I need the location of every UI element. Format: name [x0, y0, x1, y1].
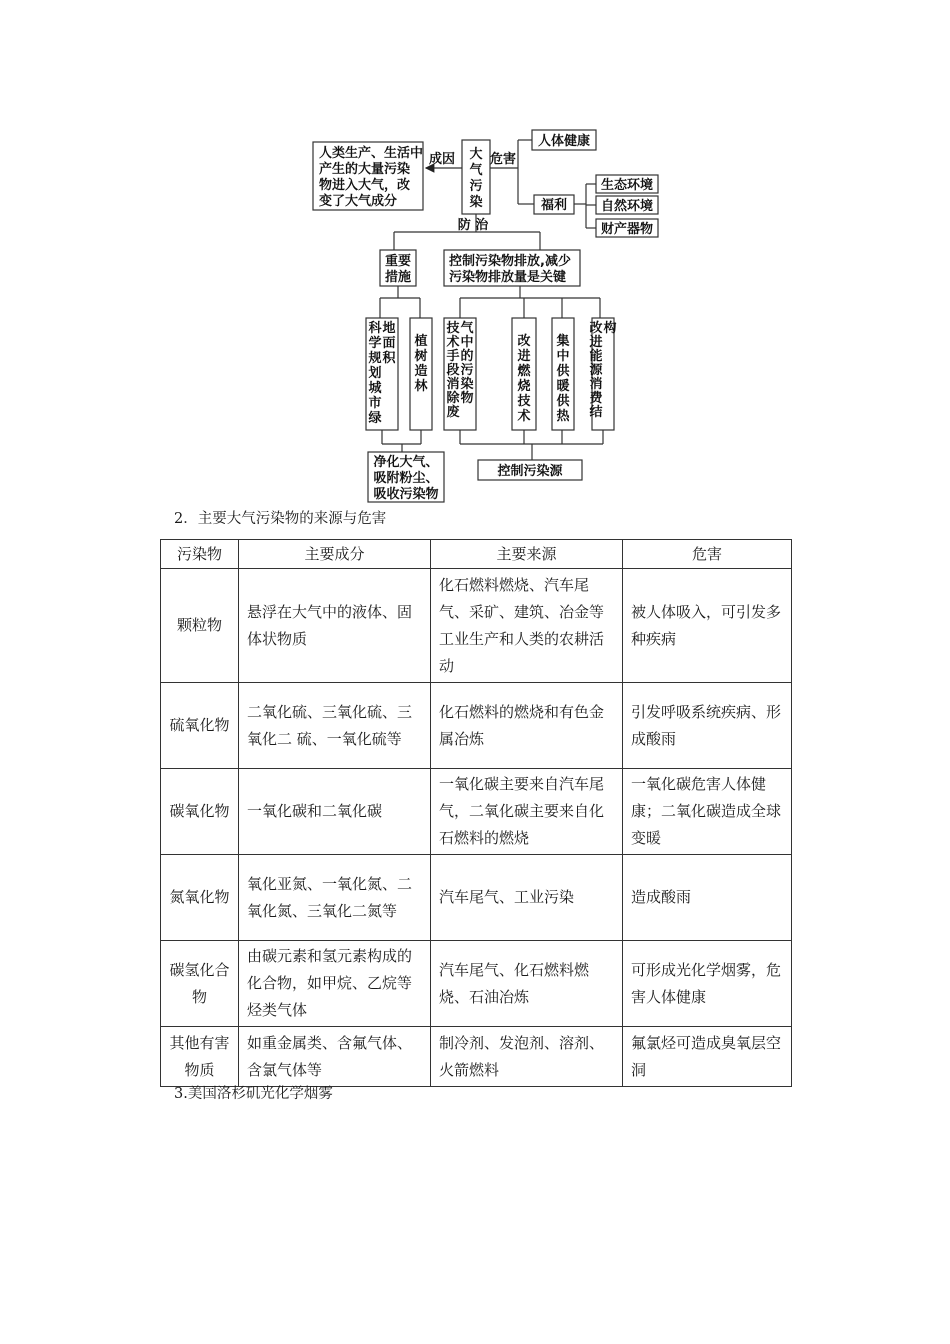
table-row: [161, 855, 792, 941]
center-label: 染: [469, 195, 483, 210]
table-row: [161, 769, 792, 855]
method-tech-means: 消: [446, 377, 460, 392]
table-row: [161, 569, 792, 683]
center-label: 大: [469, 147, 483, 162]
method-tech-means: 中: [460, 335, 474, 350]
measure-green-space: 科: [368, 321, 382, 336]
key-point-label: 污染物排放量是关键: [449, 270, 567, 285]
pollutant-harm: 可形成光化学烟雾，危害人体健康: [623, 941, 792, 1027]
green-result-label: 吸附粉尘、: [373, 471, 439, 486]
pollutant-sources: 化石燃料的燃烧和有色金属冶炼: [431, 683, 623, 769]
pollutant-harm: 造成酸雨: [623, 855, 792, 941]
method-energy-structure: 能: [589, 349, 603, 364]
green-result-label: 吸收污染物: [373, 487, 439, 502]
pollutant-harm: 被人体吸入，可引发多种疾病: [623, 569, 792, 683]
measure-green-space: 划: [368, 366, 382, 381]
cause-text: 人类生产、生活中: [319, 146, 424, 161]
key-point-label: 控制污染物排放,减少: [449, 254, 571, 269]
pollutant-sources: 制冷剂、发泡剂、溶剂、火箭燃料: [431, 1027, 623, 1087]
method-combustion: 进: [517, 349, 531, 364]
method-tech-means: 物: [460, 391, 474, 406]
measure-tree-planting: 植: [414, 334, 428, 349]
method-tech-means: 除: [446, 391, 460, 406]
method-central-heating: 中: [556, 349, 570, 364]
method-tech-means: 气: [460, 321, 474, 336]
pollutant-name: 颗粒物: [161, 569, 239, 683]
method-tech-means: 染: [460, 377, 474, 392]
green-result-label: 净化大气、: [373, 455, 439, 470]
control-source-label: 控制污染源: [497, 464, 563, 479]
pollutant-components: 氧化亚氮、一氧化氮、二氧化氮、三氧化二氮等: [239, 855, 431, 941]
pollutant-components: 二氧化硫、三氧化硫、三氧化二 硫、一氧化硫等: [239, 683, 431, 769]
welfare-item-label: 财产器物: [600, 222, 654, 237]
key-measures-label: 重要: [384, 254, 412, 269]
method-tech-means: 污: [460, 363, 474, 378]
cause-text: 产生的大量污染: [319, 162, 411, 177]
method-combustion: 燃: [517, 364, 531, 379]
header-components: 主要成分: [239, 540, 431, 569]
pollutant-sources: 汽车尾气、工业污染: [431, 855, 623, 941]
pollutant-name: 硫氧化物: [161, 683, 239, 769]
method-energy-structure: 进: [589, 335, 603, 350]
method-central-heating: 集: [556, 334, 570, 349]
method-energy-structure: 费: [589, 391, 603, 406]
method-energy-structure: 构: [603, 321, 617, 336]
measure-tree-planting: 造: [414, 364, 428, 379]
measure-green-space: 绿: [368, 411, 382, 426]
method-tech-means: 段: [446, 363, 460, 378]
method-combustion: 技: [517, 394, 531, 409]
harm-welfare-label: 福利: [540, 198, 568, 213]
header-sources: 主要来源: [431, 540, 623, 569]
pollutant-name: 氮氧化物: [161, 855, 239, 941]
method-combustion: 改: [517, 334, 531, 349]
cause-text: 变了大气成分: [319, 194, 398, 209]
method-central-heating: 供: [556, 364, 570, 379]
table-row: [161, 1027, 792, 1087]
pollutant-sources: 化石燃料燃烧、汽车尾气、采矿、建筑、冶金等工业生产和人类的农耕活动: [431, 569, 623, 683]
welfare-item-label: 自然环境: [600, 199, 654, 214]
pollutant-name: 碳氧化物: [161, 769, 239, 855]
method-tech-means: 手: [446, 349, 460, 364]
pollutant-name: 碳氢化合物: [161, 941, 239, 1027]
method-combustion: 烧: [517, 379, 531, 394]
prevention-label: 防 治: [457, 218, 489, 233]
measure-green-space: 规: [368, 351, 382, 366]
harm-arrow-label: 危害: [489, 152, 517, 167]
measure-green-space: 积: [382, 351, 396, 366]
table-row: [161, 683, 792, 769]
header-pollutant: 污染物: [161, 540, 239, 569]
center-label: 污: [469, 179, 483, 194]
pollutant-components: 悬浮在大气中的液体、固体状物质: [239, 569, 431, 683]
pollutant-sources: 一氧化碳主要来自汽车尾气，二氧化碳主要来自化石燃料的燃烧: [431, 769, 623, 855]
measure-green-space: 地: [382, 321, 396, 336]
section3-heading: 3.美国洛杉矶光化学烟雾: [174, 1086, 333, 1102]
welfare-item-label: 生态环境: [600, 178, 654, 193]
pollutant-harm: 氟氯烃可造成臭氧层空洞: [623, 1027, 792, 1087]
pollutant-harm: 引发呼吸系统疾病、形成酸雨: [623, 683, 792, 769]
method-energy-structure: 改: [589, 321, 603, 336]
measure-green-space: 市: [368, 396, 382, 411]
pollutant-name: 其他有害物质: [161, 1027, 239, 1087]
method-energy-structure: 消: [589, 377, 603, 392]
measure-green-space: 城: [368, 381, 382, 396]
measure-green-space: 面: [382, 336, 396, 351]
key-measures-label: 措施: [384, 270, 412, 285]
harm-health-label: 人体健康: [537, 134, 591, 149]
pollutant-components: 一氧化碳和二氧化碳: [239, 769, 431, 855]
cause-text: 物进入大气，改: [319, 178, 411, 193]
pollutant-components: 如重金属类、含氟气体、含氯气体等: [239, 1027, 431, 1087]
method-combustion: 术: [517, 409, 531, 424]
method-tech-means: 技: [446, 321, 460, 336]
section2-heading: 2．主要大气污染物的来源与危害: [174, 511, 387, 527]
method-central-heating: 热: [556, 409, 570, 424]
center-label: 气: [469, 163, 483, 178]
measure-green-space: 学: [368, 336, 382, 351]
pollutant-sources: 汽车尾气、化石燃料燃烧、石油冶炼: [431, 941, 623, 1027]
pollutant-table: [160, 539, 792, 1087]
method-energy-structure: 源: [589, 363, 603, 378]
method-tech-means: 的: [460, 349, 474, 364]
method-tech-means: 术: [446, 335, 460, 350]
measure-tree-planting: 树: [414, 349, 428, 364]
method-central-heating: 暖: [556, 379, 570, 394]
table-row: [161, 941, 792, 1027]
method-central-heating: 供: [556, 394, 570, 409]
header-harm: 危害: [623, 540, 792, 569]
pollutant-harm: 一氧化碳危害人体健康；二氧化碳造成全球变暖: [623, 769, 792, 855]
table-header-row: [161, 540, 792, 569]
cause-arrow-label: 成因: [428, 152, 456, 167]
method-energy-structure: 结: [589, 405, 603, 420]
air-pollution-diagram: [0, 0, 950, 510]
measure-tree-planting: 林: [414, 379, 428, 394]
pollutant-components: 由碳元素和氢元素构成的化合物，如甲烷、乙烷等烃类气体: [239, 941, 431, 1027]
method-tech-means: 废: [446, 405, 460, 420]
